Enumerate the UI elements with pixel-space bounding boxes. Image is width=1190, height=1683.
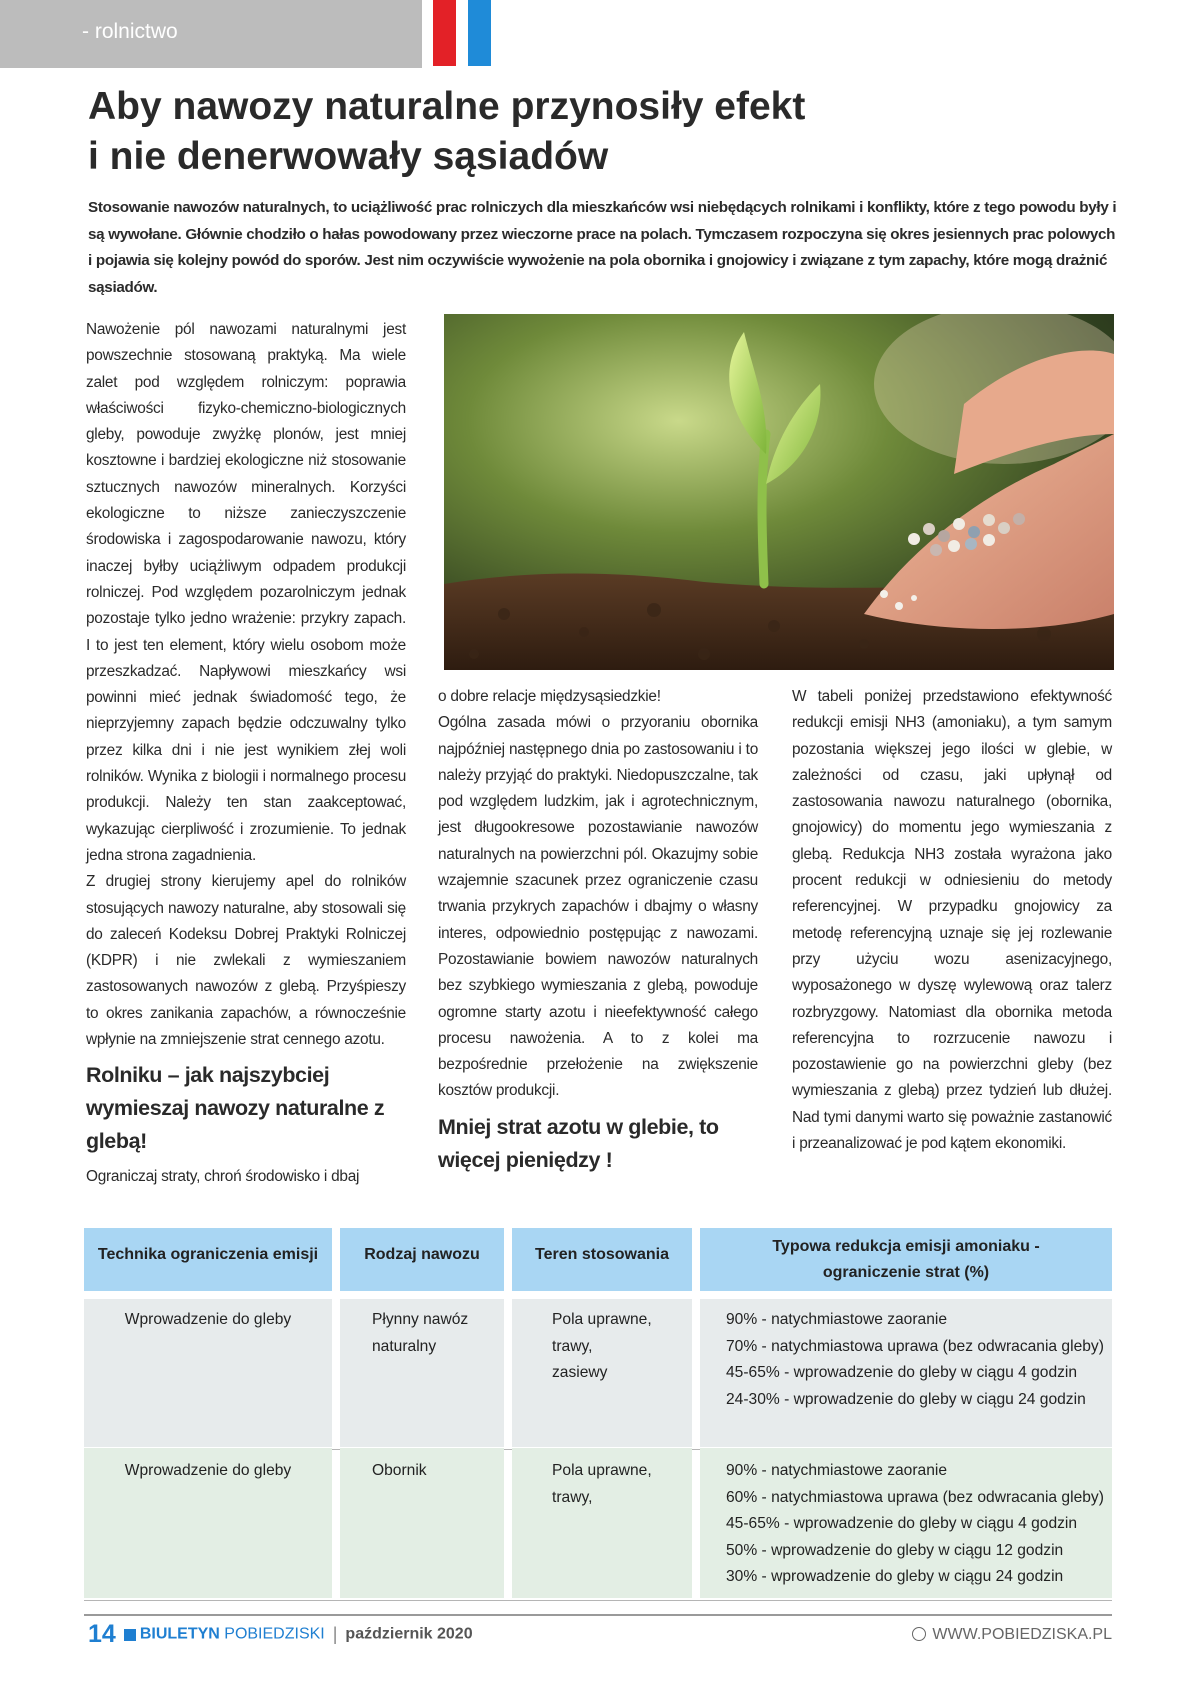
col1-paragraph-3: Ograniczaj straty, chroń środowisko i dbaj: [86, 1168, 360, 1186]
row2-reduction-cell: [700, 1448, 1112, 1598]
header-technique-text: Technika ograniczenia emisji: [97, 1246, 319, 1263]
sprout-image: [444, 314, 1114, 670]
row2-reduction: [726, 1458, 1112, 1591]
row2-technique-cell: [84, 1448, 332, 1598]
row1-fertilizer: [372, 1307, 504, 1360]
footer-left: [88, 1620, 473, 1649]
footer-url[interactable]: WWW.POBIEDZISKA.PL: [932, 1626, 1112, 1643]
row1-reduction: [726, 1307, 1112, 1413]
lead-paragraph: Stosowanie nawozów naturalnych, to uciążliwość prac rolniczych dla mieszkańców wsi niebędących rolnikami i konflikty, które z tego powodu były i są wywołane. Głównie chodziło o hałas powodowany przez wieczorne prace na polach. Tymczasem rozpoczyna się okres jesiennych prac polowych i pojawia się kolejny powód do sporów. Jest nim oczywiście wywożenie na pola obornika i gnojowicy i związane z tym zapachy, które mogą drażnić sąsiadów.: [88, 199, 1117, 296]
column-1: [86, 317, 406, 1191]
blue-stripe: [468, 0, 491, 66]
row2-fertilizer-line: Obornik: [372, 1462, 427, 1479]
row1-fertilizer-line: Płynny nawóz: [372, 1311, 469, 1328]
col2-paragraph-2: Ogólna zasada mówi o przyoraniu obornika najpóźniej następnego dnia po zastosowaniu i to należy przyjąć do praktyki. Niedopuszczalne, tak pod względem ludzkim, jak i agrotechnicznym, jest długookresowe pozostawianie nawozów naturalnych na powierzchni pól. Okazujmy sobie wzajemnie szacunek przez ograniczenie czasu trwania przykrych zapachów i dbajmy o własny interes, odpowiednio postępując z nawozami. Pozostawianie bowiem nawozów naturalnych bez szybkiego wymieszania z glebą, powoduje ogromne starty azotu i nieefektywność całego procesu nawożenia. A to z kolei ma bezpośrednie przełożenie na zwiększenie kosztów produkcji.: [438, 714, 758, 1100]
title-line-1: Aby nawozy naturalne przynosiły efekt: [88, 85, 806, 128]
row2-terrain-cell: [512, 1448, 692, 1598]
row2-fertilizer-cell: [340, 1448, 504, 1598]
row2-reduction-line: 90% - natychmiastowe zaoranie: [726, 1462, 948, 1479]
table-header-reduction: [700, 1228, 1112, 1291]
footer-date: październik 2020: [345, 1625, 473, 1643]
col1-subheading: Rolniku – jak najszybciej wymieszaj nawozy naturalne z glebą!: [86, 1063, 385, 1154]
header-reduction-text: Typowa redukcja emisji amoniaku - ograniczenie strat (%): [772, 1238, 1040, 1281]
sprout-photo: [444, 314, 1114, 670]
header-fertilizer-text: Rodzaj nawozu: [364, 1246, 480, 1263]
row2-technique: Wprowadzenie do gleby: [124, 1462, 292, 1479]
table-header-fertilizer: [340, 1228, 504, 1291]
footer-separator: |: [332, 1624, 338, 1644]
col2-paragraph-1: o dobre relacje międzysąsiedzkie!: [438, 688, 661, 705]
row1-terrain-cell: [512, 1299, 692, 1447]
row2-terrain: [552, 1458, 692, 1511]
brand-square-icon: [124, 1629, 136, 1641]
row2-fertilizer: [372, 1458, 504, 1485]
row2-reduction-line: 60% - natychmiastowa uprawa (bez odwracania gleby): [726, 1488, 1104, 1506]
row1-fertilizer-cell: [340, 1299, 504, 1447]
row1-terrain-line: trawy,: [552, 1337, 593, 1355]
footer-right: [912, 1626, 1112, 1644]
row1-terrain: [552, 1307, 692, 1387]
header-terrain-text: Teren stosowania: [535, 1246, 669, 1263]
article-title: [88, 82, 1108, 182]
section-label: - rolnictwo: [82, 20, 178, 43]
footer-divider: [84, 1614, 1112, 1616]
section-bar: [0, 0, 422, 68]
row1-fertilizer-line: naturalny: [372, 1337, 437, 1355]
footer-brand-town: POBIEDZISKI: [224, 1625, 325, 1643]
row1-reduction-line: 45-65% - wprowadzenie do gleby w ciągu 4 godzin: [726, 1364, 1078, 1381]
red-stripe: [433, 0, 456, 66]
col1-paragraph-2: Z drugiej strony kierujemy apel do rolników stosujących nawozy naturalne, aby stosowali się do zaleceń Kodeksu Dobrej Praktyki Rolniczej (KDPR) i nie zwlekali z wymieszaniem zastosowanych nawozów z glebą. Przyśpieszy to okres zanikania zapachów, a równocześnie wpłynie na zmniejszenie strat cennego azotu.: [86, 873, 406, 1049]
column-2: [438, 684, 758, 1183]
table-header-technique: [84, 1228, 332, 1291]
row2-terrain-line: trawy,: [552, 1488, 593, 1506]
row2-reduction-line: 45-65% - wprowadzenie do gleby w ciągu 4 godzin: [726, 1515, 1078, 1532]
col2-subheading: Mniej strat azotu w glebie, to więcej pieniędzy !: [438, 1114, 719, 1172]
footer-brand: BIULETYN: [139, 1625, 220, 1643]
row1-reduction-cell: [700, 1299, 1112, 1447]
title-line-2: i nie denerwowały sąsiadów: [88, 135, 609, 178]
row2-reduction-line: 50% - wprowadzenie do gleby w ciągu 12 godzin: [726, 1541, 1064, 1559]
col1-paragraph-1: Nawożenie pól nawozami naturalnymi jest powszechnie stosowaną praktyką. Ma wiele zalet pod względem rolniczym: poprawia właściwości fizyko-chemiczno-biologicznych gleby, powoduje zwyżkę plonów, jest mniej kosztowne i bardziej ekologiczne niż stosowanie sztucznych nawozów mineralnych. Korzyści ekologiczne to niższe zanieczyszczenie środowiska i zagospodarowanie nawozu, który inaczej byłby uciążliwym odpadem produkcji rolniczej. Pod względem pozarolniczym jednak pozostaje tylko jedno wrażenie: przykry zapach. I to jest ten element, który wielu osobom może przeszkadzać. Napływowi mieszkańcy wsi powinni mieć jednak świadomość tego, że nieprzyjemny zapach będzie odczuwalny tylko przez kilka dni i nie jest wynikiem złej woli rolników. Wynika z biologii i normalnego procesu produkcji. Należy ten stan zaakceptować, wykazując cierpliwość i zrozumienie. To jednak jedna strona zagadnienia.: [86, 321, 406, 864]
row1-reduction-line: 24-30% - wprowadzenie do gleby w ciągu 24 godzin: [726, 1390, 1086, 1408]
globe-icon: [912, 1627, 926, 1641]
row1-terrain-line: zasiewy: [552, 1364, 608, 1381]
row1-reduction-line: 70% - natychmiastowa uprawa (bez odwracania gleby): [726, 1337, 1104, 1355]
column-3: [792, 684, 1112, 1157]
row2-reduction-line: 30% - wprowadzenie do gleby w ciągu 24 godzin: [726, 1568, 1064, 1585]
row1-technique-cell: [84, 1299, 332, 1447]
table-bottom-line: [84, 1600, 1112, 1601]
row1-reduction-line: 90% - natychmiastowe zaoranie: [726, 1311, 948, 1328]
col3-paragraph-1: W tabeli poniżej przedstawiono efektywność redukcji emisji NH3 (amoniaku), a tym samym pozostania większej jego ilości w glebie, w zależności od czasu, jaki upłynął od zastosowania nawozu naturalnego (obornika, gnojowicy) do momentu jego wymieszania z glebą. Redukcja NH3 została wyrażona jako procent redukcji w odniesieniu do metody referencyjnej. W przypadku gnojowicy za metodę referencyjną uznaje się jej rozlewanie przy użyciu wozu asenizacyjnego, wyposażonego w dyszę wylewową oraz talerz rozbryzgowy. Natomiast dla obornika metoda referencyjna to rozrzucenie nawozu i pozostawienie go na powierzchni gleby (bez wymieszania z glebą) przez tydzień lub dłużej. Nad tymi danymi warto się poważnie zastanowić i przeanalizować je pod kątem ekonomiki.: [792, 688, 1112, 1153]
table-header-terrain: [512, 1228, 692, 1291]
row1-terrain-line: Pola uprawne,: [552, 1311, 652, 1328]
page-number: 14: [88, 1620, 116, 1648]
row2-terrain-line: Pola uprawne,: [552, 1462, 652, 1479]
row1-technique: Wprowadzenie do gleby: [124, 1311, 292, 1328]
